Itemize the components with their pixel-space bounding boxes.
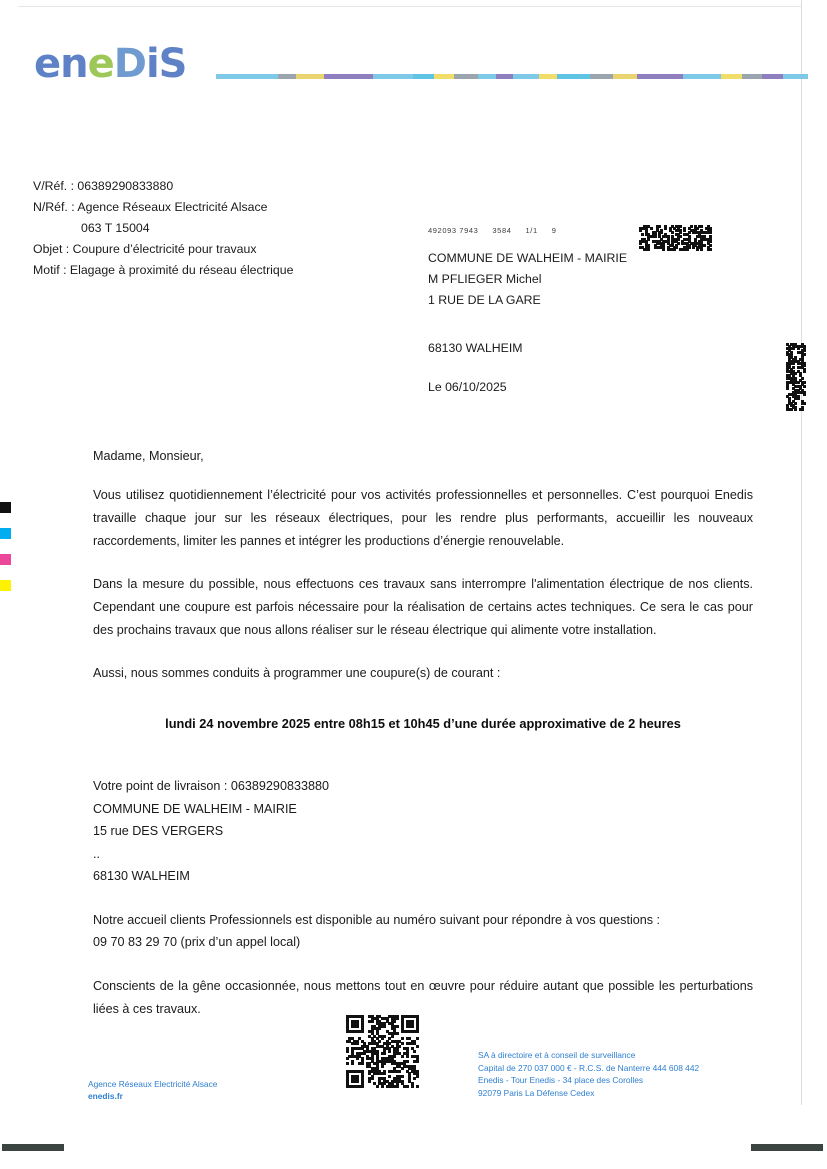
reference-block xyxy=(33,176,293,281)
delivery-point-block xyxy=(93,775,753,888)
salutation: Madame, Monsieur, xyxy=(93,449,204,463)
scan-corner-mark-right xyxy=(751,1144,823,1151)
recipient-city: 68130 WALHEIM xyxy=(428,341,523,355)
footer-agency-name: Agence Réseaux Electricité Alsace xyxy=(88,1079,218,1089)
logo-part-d: D xyxy=(113,41,146,87)
internal-reference: N/Réf. : Agence Réseaux Electricité Alsace xyxy=(33,200,268,214)
recipient-street: 1 RUE DE LA GARE xyxy=(428,293,541,307)
postal-tracking-line xyxy=(428,226,627,235)
postal-tracking-seq: 9 xyxy=(551,226,557,235)
footer-legal-capital: Capital de 270 037 000 € - R.C.S. de Nanterre 444 608 442 xyxy=(478,1062,700,1073)
cmyk-calibration-marks xyxy=(0,502,14,606)
datamatrix-barcode-icon xyxy=(639,225,711,250)
delivery-street: 15 rue DES VERGERS xyxy=(93,824,224,838)
paragraph-closing: Conscients de la gêne occasionnée, nous mettons tout en œuvre pour réduire autant que possible les perturbations liées à ces travaux. xyxy=(93,978,753,1016)
logo-part-en: en xyxy=(34,41,88,87)
scan-corner-mark-left xyxy=(2,1144,64,1151)
brand-gradient-rule xyxy=(216,74,808,79)
footer-agency-block xyxy=(88,1078,217,1102)
footer-legal-city: 92079 Paris La Défense Cedex xyxy=(478,1087,595,1098)
footer-website[interactable]: enedis.fr xyxy=(88,1091,123,1101)
qr-code-icon xyxy=(346,1015,418,1087)
contact-intro: Notre accueil clients Professionnels est disponible au numéro suivant pour répondre à vos questions : xyxy=(93,912,661,927)
datamatrix-barcode-side-icon xyxy=(786,343,805,410)
delivery-point-id: Votre point de livraison : 06389290833880 xyxy=(93,779,329,793)
footer-legal-address: Enedis - Tour Enedis - 34 place des Corolles xyxy=(478,1075,644,1085)
delivery-city: 68130 WALHEIM xyxy=(93,869,190,883)
footer-legal-block xyxy=(478,1049,699,1099)
footer-legal-form: SA à directoire et à conseil de surveillance xyxy=(478,1050,636,1060)
postal-tracking-batch: 3584 xyxy=(492,226,512,235)
client-reference: V/Réf. : 06389290833880 xyxy=(33,179,174,193)
paragraph-context: Dans la mesure du possible, nous effectuons ces travaux sans interrompre l'alimentation électrique de nos clients. Cependant une coupure est parfois nécessaire pour la réalisation de certains actes techniques. Ce sera le cas pour des prochains travaux que nous allons réaliser sur le réseau électrique qui alimente votre installation. xyxy=(93,577,753,637)
delivery-organisation: COMMUNE DE WALHEIM - MAIRIE xyxy=(93,801,297,816)
letter-subject: Objet : Coupure d’électricité pour travaux xyxy=(33,242,257,256)
postal-tracking-code: 492093 7943 xyxy=(428,226,479,235)
internal-reference-number: 063 T 15004 xyxy=(81,221,150,235)
scan-edge-right xyxy=(801,0,802,1105)
enedis-logo-wordmark xyxy=(34,42,186,86)
letter-reason: Motif : Elagage à proximité du réseau électrique xyxy=(33,263,294,277)
delivery-extra-line: .. xyxy=(93,846,100,861)
paragraph-intro: Vous utilisez quotidiennement l’électricité pour vos activités professionnelles et personnelles. C’est pourquoi Enedis travaille chaque jour sur les réseaux électriques, pour les rendre plus performants, accueillir les nouveaux raccordements, limiter les pannes et intégrer les productions d’énergie renouvelable. xyxy=(93,488,753,548)
postal-tracking-page: 1/1 xyxy=(525,226,538,235)
contact-block xyxy=(93,909,753,954)
logo-part-e-green: e xyxy=(87,41,114,87)
recipient-organisation: COMMUNE DE WALHEIM - MAIRIE xyxy=(428,251,628,265)
letter-date: Le 06/10/2025 xyxy=(428,380,507,394)
recipient-address-block xyxy=(428,226,627,355)
outage-schedule: lundi 24 novembre 2025 entre 08h15 et 10h45 d’une durée approximative de 2 heures xyxy=(165,716,681,731)
recipient-person: M PFLIEGER Michel xyxy=(428,272,542,286)
scan-edge-top xyxy=(18,6,801,7)
enedis-logo xyxy=(34,42,186,88)
letter-body xyxy=(93,449,753,1041)
contact-phone: 09 70 83 29 70 (prix d’un appel local) xyxy=(93,935,301,949)
logo-part-is: iS xyxy=(145,41,187,87)
paragraph-announcement: Aussi, nous sommes conduits à programmer une coupure(s) de courant : xyxy=(93,666,501,680)
